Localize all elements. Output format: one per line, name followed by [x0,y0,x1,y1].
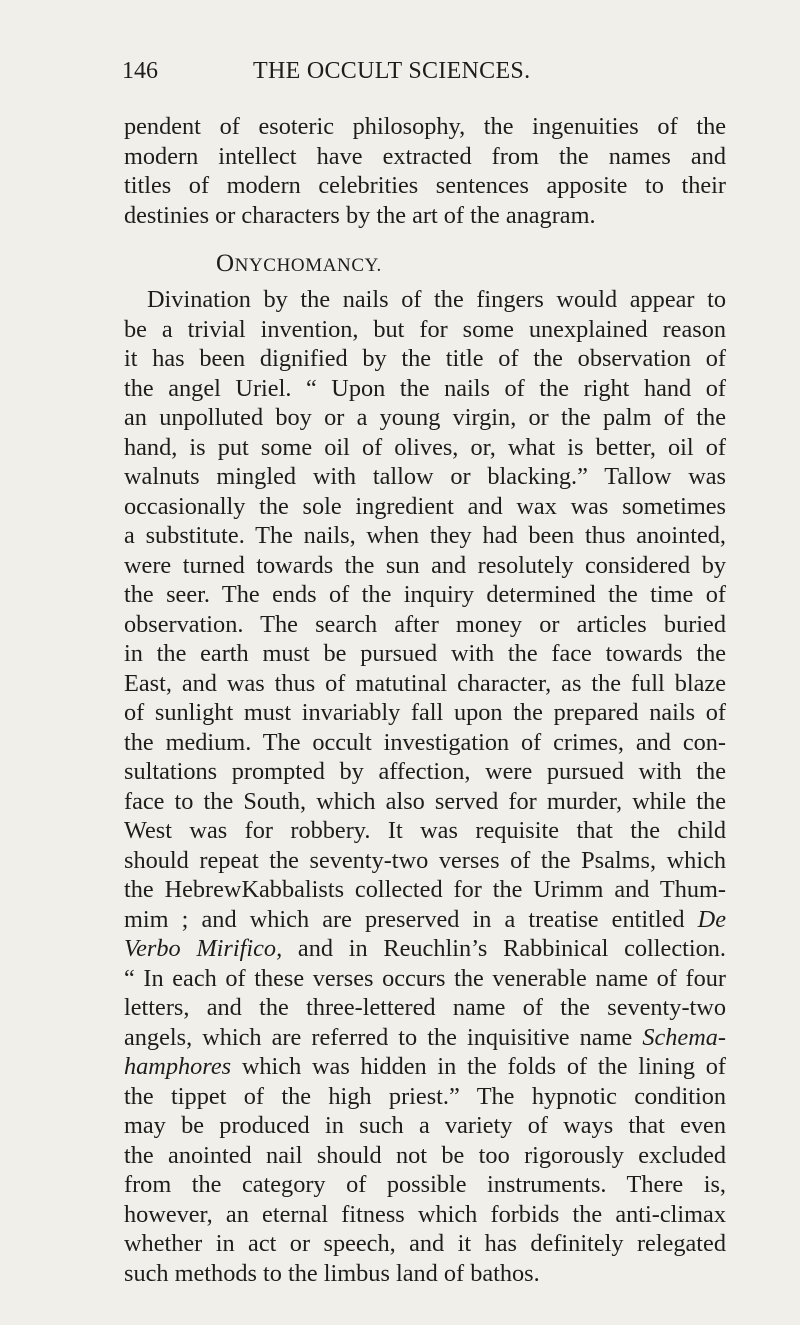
text-run: mim ; and which are preserved in a treatise entitled [124,905,698,933]
text-line: whether in act or speech, and it has definitely relegated [124,1230,726,1257]
text-line: pendent of esoteric philosophy, the ingenuities of the [124,113,726,140]
text-run: and in Reuchlin’s Rabbinical collection. [282,935,726,962]
text-line: occasionally the sole ingredient and wax was sometimes [124,492,726,520]
text-line: walnuts mingled with tallow or blacking.” Tallow was [124,463,726,490]
text-line: the medium. The occult investigation of crimes, and con- [124,728,726,756]
text-line: of sunlight must invariably fall upon the prepared nails of [124,699,726,726]
text-line: Divination by the nails of the fingers would appear to [147,286,726,313]
text-line: observation. The search after money or articles buried [124,610,726,638]
text-line: “ In each of these verses occurs the venerable name of four [124,964,726,992]
text-line: East, and was thus of matutinal character, as the full blaze [124,669,726,697]
text-line: the tippet of the high priest.” The hypnotic condition [124,1082,726,1110]
paragraph-continued [124,112,726,230]
section-heading [124,246,726,282]
italic-title: De [697,905,726,933]
text-line: West was for robbery. It was requisite that the child [124,817,726,844]
text-line: from the category of possible instruments. There is, [124,1171,726,1198]
text-line: letters, and the three-lettered name of the seventy-two [124,994,726,1021]
text-line: may be produced in such a variety of ways that even [124,1112,726,1139]
text-line: the angel Uriel. “ Upon the nails of the right hand of [124,374,726,402]
text-line [124,934,726,964]
page-number: 146 [122,58,158,84]
text-line: the seer. The ends of the inquiry determined the time of [124,581,726,608]
text-run: which was hidden in the folds of the lining of [231,1053,726,1080]
body-text [124,112,726,1288]
text-line: were turned towards the sun and resolutely considered by [124,551,726,579]
text-line: such methods to the limbus land of bathos. [124,1259,540,1287]
text-line [124,1052,726,1082]
text-line: a substitute. The nails, when they had been thus anointed, [124,522,726,549]
text-line [124,1023,726,1053]
text-line: however, an eternal fitness which forbids the anti-climax [124,1200,726,1228]
text-line: the anointed nail should not be too rigorously excluded [124,1141,726,1169]
running-head [122,58,728,92]
paragraph-onychomancy [124,285,726,1288]
text-line [124,905,726,935]
text-line: should repeat the seventy-two verses of the Psalms, which [124,846,726,874]
running-title: THE OCCULT SCIENCES. [253,58,531,84]
text-line: destinies or characters by the art of the anagram. [124,201,596,229]
text-line: modern intellect have extracted from the names and [124,142,726,170]
italic-title: Verbo Mirifico, [124,935,283,962]
text-line: sultations prompted by affection, were pursued with the [124,758,726,785]
italic-term: hamphores [124,1053,232,1080]
text-line: the HebrewKabbalists collected for the Urimm and Thum- [124,876,726,903]
text-line: be a trivial invention, but for some unexplained reason [124,315,726,343]
text-line: titles of modern celebrities sentences apposite to their [124,172,726,199]
text-line: in the earth must be pursued with the face towards the [124,640,726,667]
text-line: it has been dignified by the title of the observation of [124,345,726,372]
text-line: an unpolluted boy or a young virgin, or the palm of the [124,404,726,431]
section-heading-rest: NYCHOMANCY. [234,255,382,276]
italic-term: Schema- [642,1023,726,1051]
text-line: hand, is put some oil of olives, or, what is better, oil of [124,433,726,461]
text-run: angels, which are referred to the inquisitive name [124,1023,643,1051]
text-line: face to the South, which also served for murder, while the [124,787,726,815]
section-heading-initial: O [216,250,235,277]
